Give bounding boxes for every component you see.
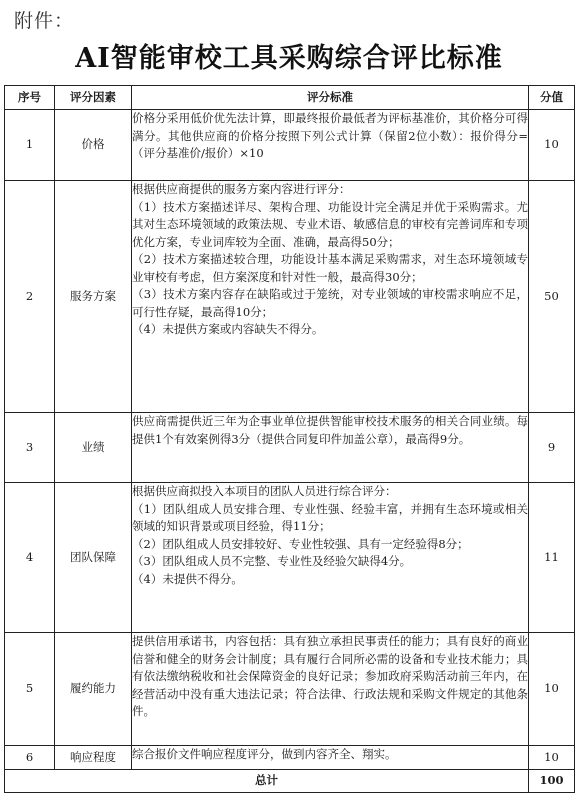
scoring-standard <box>132 746 529 770</box>
table-row <box>5 110 575 181</box>
standard-line: （2）团队组成人员安排较好、专业性较强、具有一定经验得8分； <box>132 536 469 551</box>
document-title: AI智能审校工具采购综合评比标准 <box>75 43 503 74</box>
row-number: 6 <box>5 746 55 770</box>
column-header-factor: 评分因素 <box>55 86 132 110</box>
standard-line: 供应商需提供近三年为企事业单位提供智能审校技术服务的相关合同业绩。每提供1个有效案例得3分（提供合同复印件加盖公章），最高得9分。 <box>132 414 528 446</box>
standard-line: 根据供应商拟投入本项目的团队人员进行综合评分： <box>132 484 397 498</box>
standard-line: （1）团队组成人员安排合理、专业性强、经验丰富，并拥有生态环境或相关领域的知识背景或项目经验，得11分； <box>132 501 528 533</box>
column-header-standard: 评分标准 <box>132 86 529 110</box>
score-value: 9 <box>529 413 575 483</box>
standard-line: 提供信用承诺书，内容包括：具有独立承担民事责任的能力；具有良好的商业信誉和健全的财务会计制度；具有履行合同所必需的设备和专业技术能力；具有依法缴纳税收和社会保障资金的良好记录；参加政府采购活动前三年内，在经营活动中没有重大违法记录；符合法律、行政法规和采购文件规定的其他条件。 <box>132 634 528 718</box>
scoring-factor: 履约能力 <box>55 633 132 746</box>
scoring-standard <box>132 181 529 413</box>
scoring-standard <box>132 633 529 746</box>
standard-line: （2）技术方案描述较合理，功能设计基本满足采购需求，对生态环境领域专业审校有考虑，但方案深度和针对性一般，最高得30分； <box>132 252 528 284</box>
scoring-standard <box>132 413 529 483</box>
table-row <box>5 413 575 483</box>
score-value: 10 <box>529 110 575 181</box>
attachment-label: 附件： <box>14 10 75 32</box>
total-score: 100 <box>529 770 575 793</box>
row-number: 3 <box>5 413 55 483</box>
scoring-standard <box>132 110 529 181</box>
scoring-standard <box>132 483 529 633</box>
table-row <box>5 181 575 413</box>
scoring-factor: 响应程度 <box>55 746 132 770</box>
standard-line: （1）技术方案描述详尽、架构合理、功能设计完全满足并优于采购需求。尤其对生态环境领域的政策法规、专业术语、敏感信息的审校有完善词库和专项优化方案，专业词库较为全面、准确，最高得50分； <box>132 199 528 249</box>
row-number: 5 <box>5 633 55 746</box>
scoring-factor: 服务方案 <box>55 181 132 413</box>
score-value: 50 <box>529 181 575 413</box>
scoring-factor: 价格 <box>55 110 132 181</box>
scoring-factor: 业绩 <box>55 413 132 483</box>
standard-line: （3）技术方案内容存在缺陷或过于笼统，对专业领域的审校需求响应不足，可行性存疑，最高得10分； <box>132 287 528 319</box>
standard-line: 价格分采用低价优先法计算，即最终报价最低者为评标基准价，其价格分可得满分。其他供应商的价格分按照下列公式计算（保留2位小数）：报价得分=（评分基准价/报价）×10 <box>132 111 528 160</box>
standard-line: 综合报价文件响应程度评分，做到内容齐全、翔实。 <box>132 747 397 761</box>
table-row <box>5 483 575 633</box>
standard-line: （4）未提供不得分。 <box>132 571 243 586</box>
row-number: 1 <box>5 110 55 181</box>
column-header-no: 序号 <box>5 86 55 110</box>
total-label: 总计 <box>5 770 529 793</box>
row-number: 4 <box>5 483 55 633</box>
table-row <box>5 746 575 770</box>
standard-line: （4）未提供方案或内容缺失不得分。 <box>132 322 324 336</box>
column-header-score: 分值 <box>529 86 575 110</box>
score-value: 11 <box>529 483 575 633</box>
total-row <box>5 770 575 793</box>
row-number: 2 <box>5 181 55 413</box>
scoring-factor: 团队保障 <box>55 483 132 633</box>
standard-line: 根据供应商提供的服务方案内容进行评分： <box>132 182 351 196</box>
table-row <box>5 633 575 746</box>
scoring-table <box>4 85 575 793</box>
score-value: 10 <box>529 746 575 770</box>
score-value: 10 <box>529 633 575 746</box>
standard-line: （3）团队组成人员不完整、专业性及经验欠缺得4分。 <box>132 554 412 568</box>
table-header-row <box>5 86 575 110</box>
